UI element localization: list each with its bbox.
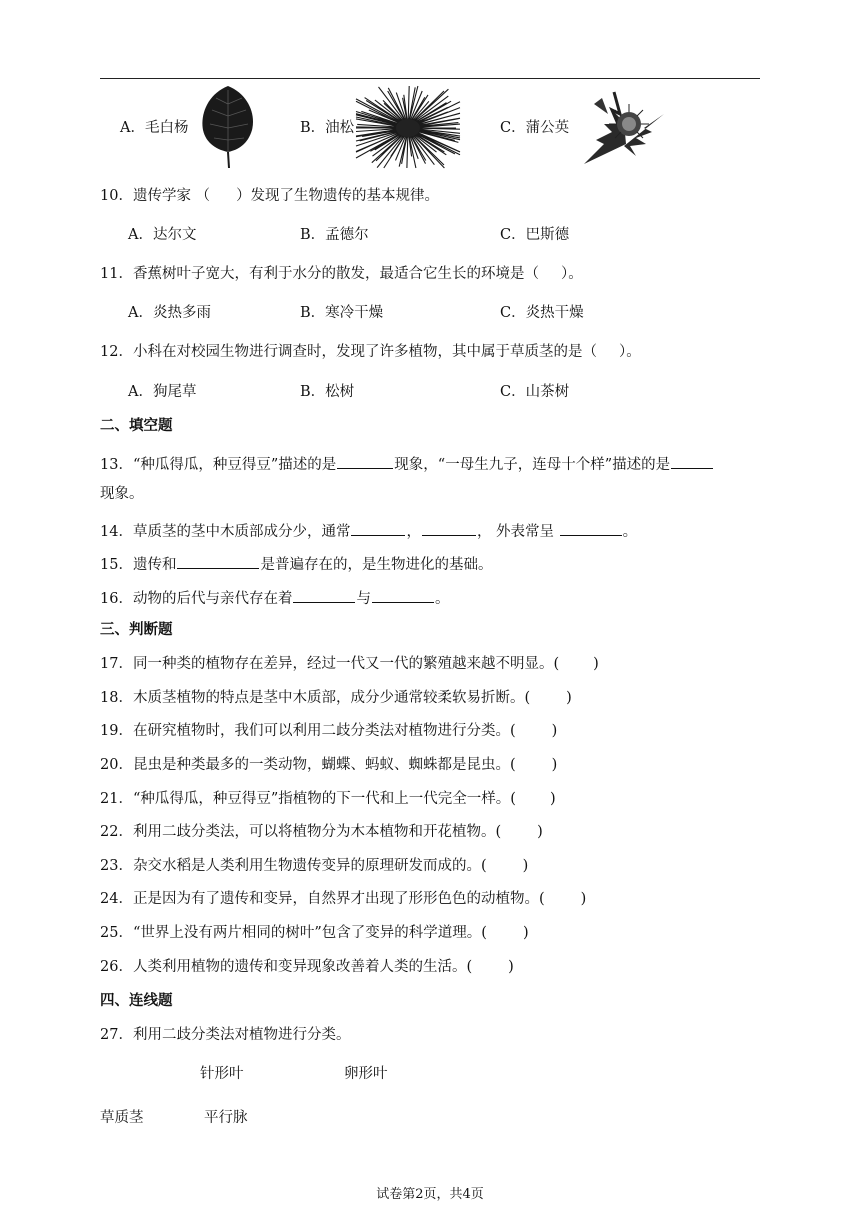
- answer-blank[interactable]: [671, 452, 713, 469]
- q12-option-b: B．松树: [300, 384, 355, 400]
- answer-blank[interactable]: [177, 552, 259, 569]
- q9-option-c: C．蒲公英: [500, 120, 570, 136]
- question-21: 21．“种瓜得瓜，种豆得豆”指植物的下一代和上一代完全一样。( ): [100, 791, 556, 807]
- pine-needles-icon: [356, 86, 460, 168]
- q11-option-c: C．炎热干燥: [500, 305, 584, 321]
- q9-option-b: B．油松: [300, 120, 355, 136]
- question-10: 10．遗传学家 （ ）发现了生物遗传的基本规律。: [100, 188, 440, 204]
- q12-option-a: A．狗尾草: [128, 384, 197, 400]
- section-title-match: 四、连线题: [100, 993, 173, 1009]
- question-27: 27．利用二歧分类法对植物进行分类。: [100, 1027, 351, 1043]
- question-15: 15．遗传和 是普遍存在的，是生物进化的基础。: [100, 552, 492, 575]
- q11-option-a: A．炎热多雨: [128, 305, 211, 321]
- match-item-ovate-leaf[interactable]: 卵形叶: [344, 1066, 388, 1082]
- q12-option-c: C．山茶树: [500, 384, 570, 400]
- answer-blank[interactable]: [293, 586, 355, 603]
- question-13: 13．“种瓜得瓜，种豆得豆”描述的是 现象，“一母生九子，连母十个样”描述的是: [100, 452, 714, 475]
- section-title-fill: 二、填空题: [100, 418, 173, 434]
- question-13-cont: 现象。: [100, 486, 144, 502]
- question-20: 20．昆虫是种类最多的一类动物，蝴蝶、蚂蚁、蜘蛛都是昆虫。( ): [100, 757, 558, 773]
- question-24: 24．正是因为有了遗传和变异，自然界才出现了形形色色的动植物。( ): [100, 891, 587, 907]
- answer-blank[interactable]: [351, 519, 405, 536]
- match-item-parallel-vein[interactable]: 平行脉: [204, 1110, 248, 1126]
- poplar-leaf-icon: [198, 84, 258, 170]
- q11-option-b: B．寒冷干燥: [300, 305, 384, 321]
- question-19: 19．在研究植物时，我们可以利用二歧分类法对植物进行分类。( ): [100, 723, 558, 739]
- question-22: 22．利用二歧分类法，可以将植物分为木本植物和开花植物。( ): [100, 824, 543, 840]
- page-footer: 试卷第2页，共4页: [376, 1187, 484, 1202]
- question-18: 18．木质茎植物的特点是茎中木质部，成分少通常较柔软易折断。( ): [100, 690, 572, 706]
- question-11: 11．香蕉树叶子宽大，有利于水分的散发，最适合它生长的环境是（ ）。: [100, 266, 583, 282]
- question-16: 16．动物的后代与亲代存在着 与 。: [100, 586, 449, 609]
- answer-blank[interactable]: [372, 586, 434, 603]
- dandelion-icon: [574, 84, 674, 170]
- answer-blank[interactable]: [560, 519, 622, 536]
- question-23: 23．杂交水稻是人类利用生物遗传变异的原理研发而成的。( ): [100, 858, 529, 874]
- question-17: 17．同一种类的植物存在差异，经过一代又一代的繁殖越来越不明显。( ): [100, 656, 599, 672]
- section-title-judge: 三、判断题: [100, 622, 173, 638]
- question-12: 12．小科在对校园生物进行调查时，发现了许多植物，其中属于草质茎的是（ ）。: [100, 344, 641, 360]
- q10-option-a: A．达尔文: [128, 227, 197, 243]
- question-26: 26．人类利用植物的遗传和变异现象改善着人类的生活。( ): [100, 959, 514, 975]
- header-rule: [100, 78, 760, 79]
- answer-blank[interactable]: [422, 519, 476, 536]
- q10-option-c: C．巴斯德: [500, 227, 570, 243]
- question-25: 25．“世界上没有两片相同的树叶”包含了变异的科学道理。( ): [100, 925, 529, 941]
- match-item-herbaceous-stem[interactable]: 草质茎: [100, 1110, 144, 1126]
- question-14: 14．草质茎的茎中木质部成分少，通常 ， ， 外表常呈 。: [100, 519, 637, 542]
- answer-blank[interactable]: [337, 452, 393, 469]
- match-item-needle-leaf[interactable]: 针形叶: [200, 1066, 244, 1082]
- q9-option-a: A．毛白杨: [120, 120, 189, 136]
- q10-option-b: B．孟德尔: [300, 227, 369, 243]
